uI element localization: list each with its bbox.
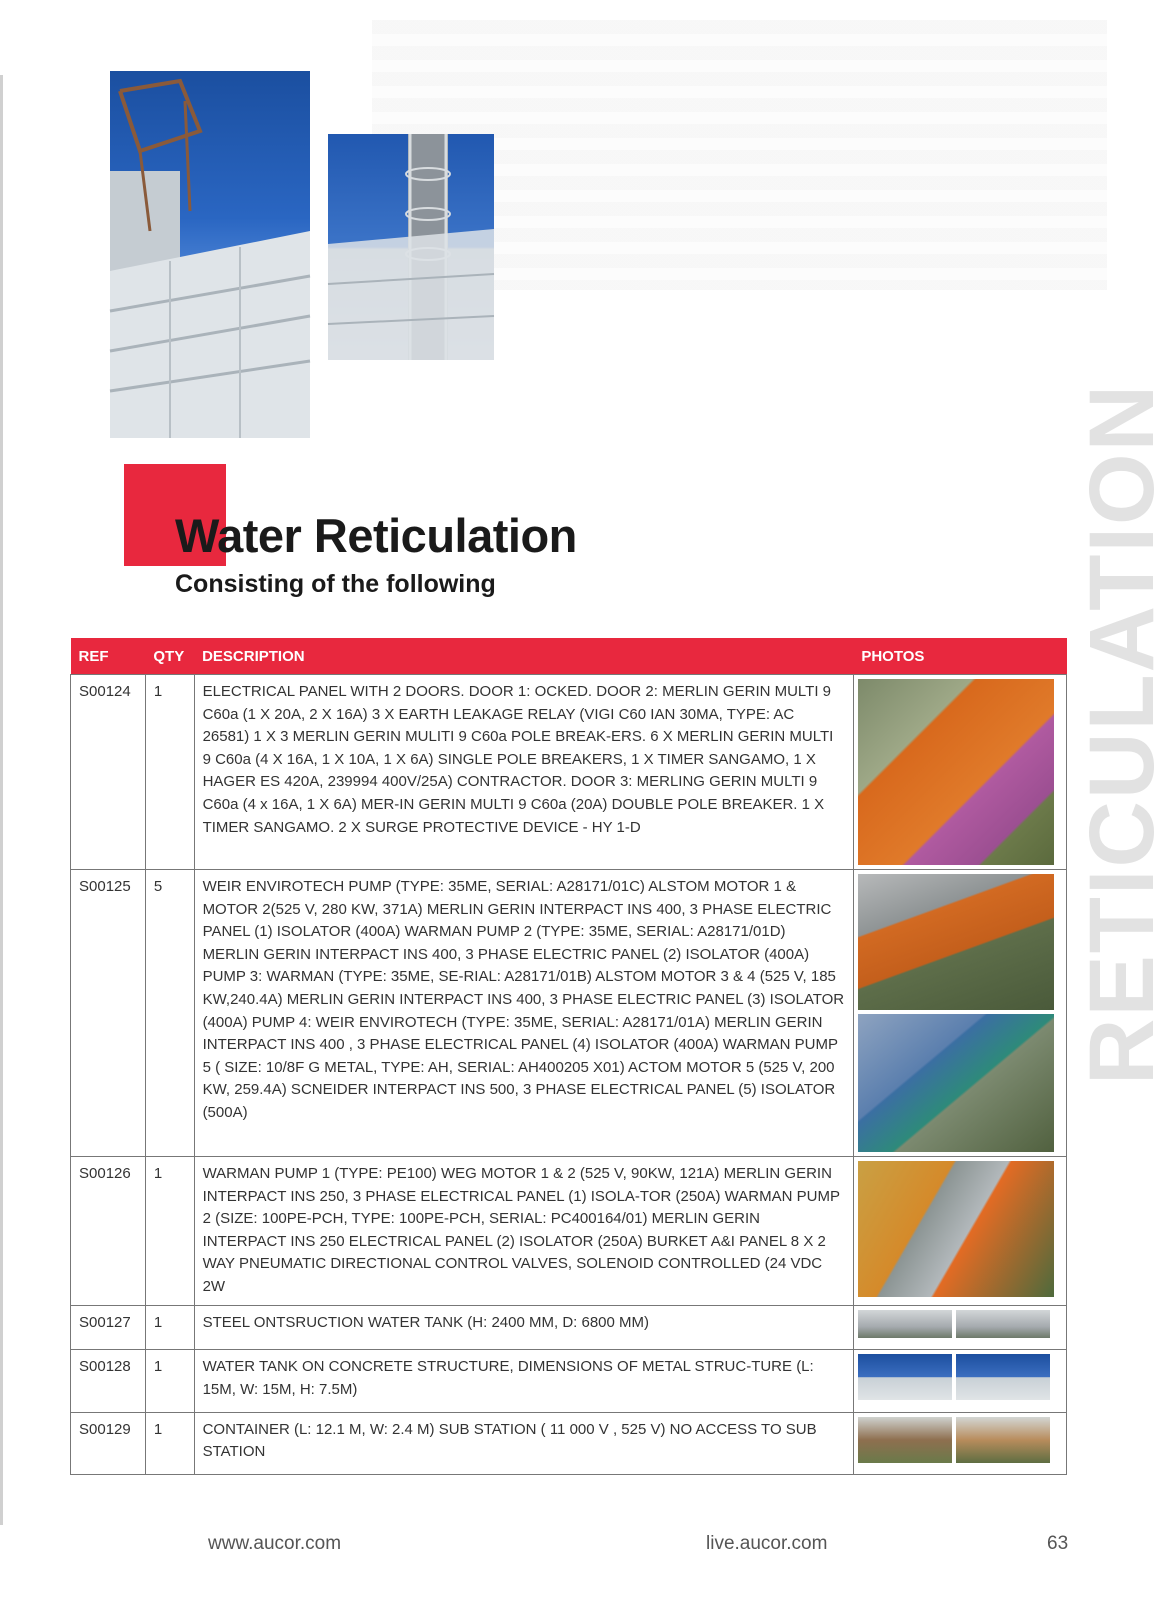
table-row <box>71 870 1067 1157</box>
steel-tank-photo-2[interactable] <box>956 1310 1050 1338</box>
qty-cell: 1 <box>145 675 194 870</box>
qty-cell: 5 <box>145 870 194 1157</box>
description-cell: WATER TANK ON CONCRETE STRUCTURE, DIMENSIONS OF METAL STRUC-TURE (L: 15M, W: 15M, H: 7.5M) <box>194 1350 853 1413</box>
table-row <box>71 1305 1067 1350</box>
footer-live-link[interactable]: live.aucor.com <box>706 1533 828 1554</box>
steel-tank-photo-1[interactable] <box>858 1310 952 1338</box>
qty-cell: 1 <box>145 1412 194 1475</box>
left-margin-rule <box>0 75 3 1525</box>
ladder-photo <box>328 134 494 360</box>
ref-cell: S00125 <box>71 870 146 1157</box>
table-row <box>71 675 1067 870</box>
pump-panel-photo[interactable] <box>858 874 1054 1010</box>
silo-photo <box>110 71 310 438</box>
table-header-row <box>71 638 1067 675</box>
photo-cell <box>853 870 1066 1157</box>
description-cell: ELECTRICAL PANEL WITH 2 DOORS. DOOR 1: OCKED. DOOR 2: MERLIN GERIN MULTI 9 C60a (1 X 20A, 2 X 16A) 3 X EARTH LEAKAGE RELAY (VIGI C60 IAN 30MA, TYPE: AC 26581) 1 X 3 MERLIN GERIN MULITI 9 C60a POLE BREAK-ERS. 6 X MERLIN GERIN MULTI 9 C60a (4 X 16A, 1 X 10A, 1 X 6A) SINGLE POLE BREAKERS, 1 X TIMER SANGAMO, 1 X HAGER ES 420A, 239994 400V/25A) CONTRACTOR. DOOR 3: MERLING GERIN MULTI 9 C60a (4 x 16A, 1 X 6A) MER-IN GERIN MULTI 9 C60a (20A) DOUBLE POLE BREAKER. 1 X TIMER SANGAMO. 2 X SURGE PROTECTIVE DEVICE - HY 1-D <box>194 675 853 870</box>
description-cell: WARMAN PUMP 1 (TYPE: PE100) WEG MOTOR 1 & 2 (525 V, 90KW, 121A) MERLIN GERIN INTERPACT INS 250, 3 PHASE ELECTRICAL PANEL (1) ISOLA-TOR (250A) WARMAN PUMP 2 (SIZE: 100PE-PCH, TYPE: 100PE-PCH, SERIAL: PC400164/01) MERLIN GERIN INTERPACT INS 250 ELECTRICAL PANEL (2) ISOLATOR (250A) BURKET A&I PANEL 8 X 2 WAY PNEUMATIC DIRECTIONAL CONTROL VALVES, SOLENOID CONTROLLED (24 VDC 2W <box>194 1157 853 1306</box>
equipment-table <box>70 638 1067 1475</box>
qty-cell: 1 <box>145 1350 194 1413</box>
ref-cell: S00128 <box>71 1350 146 1413</box>
electrical-panel-photo[interactable] <box>858 679 1054 865</box>
ref-cell: S00127 <box>71 1305 146 1350</box>
photo-cell <box>853 1412 1066 1475</box>
ref-cell: S00126 <box>71 1157 146 1306</box>
container-photo-1[interactable] <box>858 1417 952 1463</box>
side-watermark-title: RETICULATION <box>1071 382 1173 1085</box>
header-qty: QTY <box>145 638 194 675</box>
table-row <box>71 1350 1067 1413</box>
footer-website-link[interactable]: www.aucor.com <box>208 1533 342 1554</box>
header-photos: PHOTOS <box>853 638 1066 675</box>
container-photo-2[interactable] <box>956 1417 1050 1463</box>
qty-cell: 1 <box>145 1305 194 1350</box>
header-ref: REF <box>71 638 146 675</box>
photo-cell <box>853 675 1066 870</box>
photo-cell <box>853 1305 1066 1350</box>
description-cell: CONTAINER (L: 12.1 M, W: 2.4 M) SUB STATION ( 11 000 V , 525 V) NO ACCESS TO SUB STATION <box>194 1412 853 1475</box>
header-description: DESCRIPTION <box>194 638 853 675</box>
warman-pump-photo[interactable] <box>858 1161 1054 1297</box>
page-number: 63 <box>1047 1533 1069 1554</box>
pump-motor-photo[interactable] <box>858 1014 1054 1152</box>
page-subtitle: Consisting of the following <box>175 570 496 598</box>
ref-cell: S00129 <box>71 1412 146 1475</box>
photo-cell <box>853 1350 1066 1413</box>
page-title: Water Reticulation <box>175 509 577 562</box>
qty-cell: 1 <box>145 1157 194 1306</box>
ref-cell: S00124 <box>71 675 146 870</box>
photo-cell <box>853 1157 1066 1306</box>
table-row <box>71 1157 1067 1306</box>
water-tank-photo-2[interactable] <box>956 1354 1050 1400</box>
water-tank-photo-1[interactable] <box>858 1354 952 1400</box>
description-cell: STEEL ONTSRUCTION WATER TANK (H: 2400 MM, D: 6800 MM) <box>194 1305 853 1350</box>
table-row <box>71 1412 1067 1475</box>
description-cell: WEIR ENVIROTECH PUMP (TYPE: 35ME, SERIAL: A28171/01C) ALSTOM MOTOR 1 & MOTOR 2(525 V, 280 KW, 371A) MERLIN GERIN INTERPACT INS 400, 3 PHASE ELECTRIC PANEL (1) ISOLATOR (400A) WARMAN PUMP 2 (TYPE: 35ME, SERIAL: A28171/01D) MERLIN GERIN INTERPACT INS 400, 3 PHASE ELECTRIC PANEL (2) ISOLATOR (400A) PUMP 3: WARMAN (TYPE: 35ME, SE-RIAL: A28171/01B) ALSTOM MOTOR 3 & 4 (525 V, 185 KW,240.4A) MERLIN GERIN INTERPACT INS 400, 3 PHASE ELECTRIC PANEL (3) ISOLATOR (400A) PUMP 4: WEIR ENVIROTECH (TYPE: 35ME, SERIAL: A28171/01A) MERLIN GERIN INTERPACT INS 400 , 3 PHASE ELECTRICAL PANEL (4) ISOLATOR (400A) WARMAN PUMP 5 ( SIZE: 10/8F G METAL, TYPE: AH, SERIAL: AH400205 X01) ACTOM MOTOR 5 (525 V, 200 KW, 259.4A) SCNEIDER INTERPACT INS 500, 3 PHASE ELECTRICAL PANEL (5) ISOLATOR (500A) <box>194 870 853 1157</box>
